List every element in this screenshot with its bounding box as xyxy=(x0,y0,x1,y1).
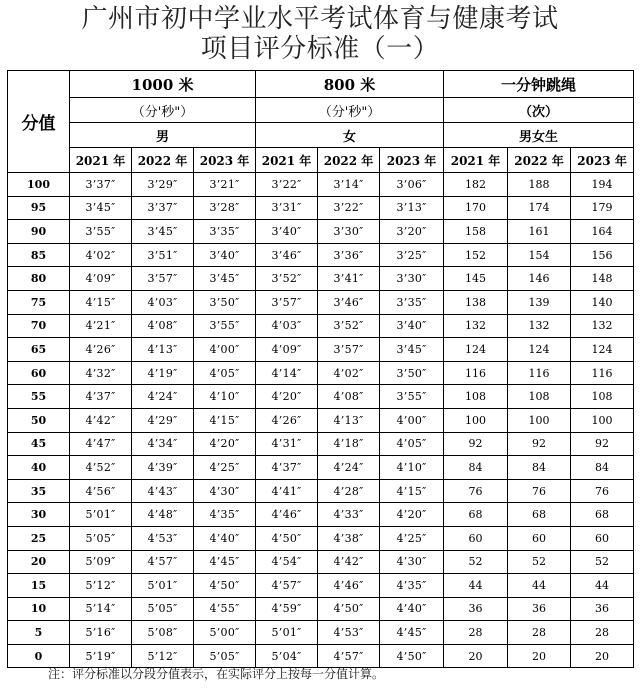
time-cell: 3’36″ xyxy=(318,243,380,267)
time-cell: 3’50″ xyxy=(194,290,256,314)
count-cell: 60 xyxy=(571,526,634,550)
year-header: 2023 年 xyxy=(194,148,256,173)
time-cell: 4’29″ xyxy=(132,408,194,432)
time-cell: 4’53″ xyxy=(132,526,194,550)
time-cell: 4’46″ xyxy=(318,574,380,598)
time-cell: 4’05″ xyxy=(380,432,444,456)
count-cell: 76 xyxy=(571,479,634,503)
count-cell: 52 xyxy=(571,550,634,574)
time-cell: 3’40″ xyxy=(194,243,256,267)
count-cell: 132 xyxy=(444,314,508,338)
count-cell: 170 xyxy=(444,196,508,220)
count-cell: 28 xyxy=(444,621,508,645)
sex-1000m: 男 xyxy=(70,123,256,148)
time-cell: 3’57″ xyxy=(132,267,194,291)
year-header: 2022 年 xyxy=(132,148,194,173)
count-cell: 84 xyxy=(571,456,634,480)
time-cell: 4’34″ xyxy=(132,432,194,456)
count-cell: 100 xyxy=(571,408,634,432)
time-cell: 4’15″ xyxy=(194,408,256,432)
score-cell: 75 xyxy=(8,290,70,314)
time-cell: 3’37″ xyxy=(132,196,194,220)
count-cell: 20 xyxy=(571,644,634,668)
count-cell: 154 xyxy=(508,243,571,267)
table-row xyxy=(8,432,634,456)
count-cell: 36 xyxy=(571,597,634,621)
page-title-line-1: 广州市初中学业水平考试体育与健康考试 xyxy=(81,4,559,34)
time-cell: 3’13″ xyxy=(380,196,444,220)
table-row xyxy=(8,361,634,385)
time-cell: 3’35″ xyxy=(380,290,444,314)
time-cell: 4’30″ xyxy=(380,550,444,574)
time-cell: 3’22″ xyxy=(318,196,380,220)
time-cell: 4’35″ xyxy=(194,503,256,527)
time-cell: 4’35″ xyxy=(380,574,444,598)
score-cell: 35 xyxy=(8,479,70,503)
score-cell: 50 xyxy=(8,408,70,432)
count-cell: 92 xyxy=(571,432,634,456)
year-header: 2021 年 xyxy=(444,148,508,173)
time-cell: 5’14″ xyxy=(70,597,132,621)
time-cell: 4’02″ xyxy=(70,243,132,267)
unit-jump-rope: （次） xyxy=(444,98,634,123)
unit-800m: （分'秒"） xyxy=(256,98,444,123)
count-cell: 84 xyxy=(508,456,571,480)
year-header: 2022 年 xyxy=(508,148,571,173)
count-cell: 68 xyxy=(571,503,634,527)
table-row xyxy=(8,503,634,527)
time-cell: 4’21″ xyxy=(70,314,132,338)
score-cell: 95 xyxy=(8,196,70,220)
time-cell: 4’53″ xyxy=(318,621,380,645)
score-column-header: 分值 xyxy=(8,71,70,173)
scoring-standard-table xyxy=(7,70,634,668)
time-cell: 4’54″ xyxy=(256,550,318,574)
count-cell: 124 xyxy=(444,338,508,362)
count-cell: 116 xyxy=(444,361,508,385)
table-row xyxy=(8,243,634,267)
count-cell: 36 xyxy=(508,597,571,621)
time-cell: 4’15″ xyxy=(70,290,132,314)
table-row xyxy=(8,290,634,314)
count-cell: 156 xyxy=(571,243,634,267)
count-cell: 108 xyxy=(508,385,571,409)
table-row xyxy=(8,456,634,480)
year-header: 2023 年 xyxy=(571,148,634,173)
time-cell: 4’08″ xyxy=(132,314,194,338)
time-cell: 3’45″ xyxy=(70,196,132,220)
time-cell: 3’29″ xyxy=(132,173,194,197)
score-cell: 80 xyxy=(8,267,70,291)
time-cell: 3’57″ xyxy=(318,338,380,362)
page-title-line-2: 项目评分标准（一） xyxy=(200,34,440,64)
table-row xyxy=(8,621,634,645)
time-cell: 3’55″ xyxy=(194,314,256,338)
count-cell: 20 xyxy=(444,644,508,668)
count-cell: 174 xyxy=(508,196,571,220)
count-cell: 140 xyxy=(571,290,634,314)
time-cell: 5’08″ xyxy=(132,621,194,645)
time-cell: 4’56″ xyxy=(70,479,132,503)
time-cell: 3’25″ xyxy=(380,243,444,267)
table-row xyxy=(8,479,634,503)
score-cell: 5 xyxy=(8,621,70,645)
time-cell: 5’00″ xyxy=(194,621,256,645)
table-row xyxy=(8,196,634,220)
time-cell: 4’42″ xyxy=(70,408,132,432)
table-body xyxy=(8,173,634,668)
time-cell: 4’03″ xyxy=(256,314,318,338)
count-cell: 100 xyxy=(508,408,571,432)
count-cell: 108 xyxy=(571,385,634,409)
time-cell: 4’52″ xyxy=(70,456,132,480)
count-cell: 44 xyxy=(508,574,571,598)
time-cell: 3’21″ xyxy=(194,173,256,197)
event-header-800m: 800 米 xyxy=(256,71,444,98)
count-cell: 36 xyxy=(444,597,508,621)
count-cell: 182 xyxy=(444,173,508,197)
sex-jump-rope: 男女生 xyxy=(444,123,634,148)
time-cell: 3’55″ xyxy=(380,385,444,409)
time-cell: 4’03″ xyxy=(132,290,194,314)
time-cell: 3’06″ xyxy=(380,173,444,197)
time-cell: 4’42″ xyxy=(318,550,380,574)
count-cell: 28 xyxy=(571,621,634,645)
time-cell: 4’32″ xyxy=(70,361,132,385)
time-cell: 4’48″ xyxy=(132,503,194,527)
score-cell: 20 xyxy=(8,550,70,574)
unit-1000m: （分'秒"） xyxy=(70,98,256,123)
time-cell: 3’35″ xyxy=(194,220,256,244)
time-cell: 5’04″ xyxy=(256,644,318,668)
count-cell: 188 xyxy=(508,173,571,197)
count-cell: 161 xyxy=(508,220,571,244)
time-cell: 4’50″ xyxy=(194,574,256,598)
time-cell: 3’30″ xyxy=(380,267,444,291)
table-row xyxy=(8,220,634,244)
time-cell: 4’20″ xyxy=(256,385,318,409)
time-cell: 4’50″ xyxy=(318,597,380,621)
count-cell: 138 xyxy=(444,290,508,314)
time-cell: 4’40″ xyxy=(194,526,256,550)
time-cell: 3’45″ xyxy=(132,220,194,244)
count-cell: 92 xyxy=(508,432,571,456)
score-cell: 60 xyxy=(8,361,70,385)
time-cell: 5’12″ xyxy=(70,574,132,598)
time-cell: 4’41″ xyxy=(256,479,318,503)
count-cell: 164 xyxy=(571,220,634,244)
score-cell: 25 xyxy=(8,526,70,550)
score-cell: 45 xyxy=(8,432,70,456)
time-cell: 3’14″ xyxy=(318,173,380,197)
sex-800m: 女 xyxy=(256,123,444,148)
time-cell: 4’43″ xyxy=(132,479,194,503)
time-cell: 3’22″ xyxy=(256,173,318,197)
table-row xyxy=(8,314,634,338)
time-cell: 4’08″ xyxy=(318,385,380,409)
count-cell: 68 xyxy=(444,503,508,527)
time-cell: 4’09″ xyxy=(70,267,132,291)
count-cell: 44 xyxy=(571,574,634,598)
score-cell: 55 xyxy=(8,385,70,409)
time-cell: 4’24″ xyxy=(318,456,380,480)
count-cell: 116 xyxy=(571,361,634,385)
time-cell: 4’47″ xyxy=(70,432,132,456)
time-cell: 3’40″ xyxy=(380,314,444,338)
table-row xyxy=(8,173,634,197)
time-cell: 4’05″ xyxy=(194,361,256,385)
time-cell: 4’18″ xyxy=(318,432,380,456)
count-cell: 179 xyxy=(571,196,634,220)
time-cell: 4’10″ xyxy=(380,456,444,480)
score-cell: 90 xyxy=(8,220,70,244)
time-cell: 3’52″ xyxy=(318,314,380,338)
time-cell: 4’50″ xyxy=(256,526,318,550)
time-cell: 4’13″ xyxy=(318,408,380,432)
time-cell: 5’05″ xyxy=(194,644,256,668)
event-header-1000m: 1000 米 xyxy=(70,71,256,98)
time-cell: 4’46″ xyxy=(256,503,318,527)
count-cell: 28 xyxy=(508,621,571,645)
time-cell: 4’25″ xyxy=(380,526,444,550)
count-cell: 139 xyxy=(508,290,571,314)
score-cell: 15 xyxy=(8,574,70,598)
time-cell: 3’45″ xyxy=(194,267,256,291)
time-cell: 4’26″ xyxy=(70,338,132,362)
time-cell: 5’01″ xyxy=(70,503,132,527)
time-cell: 4’40″ xyxy=(380,597,444,621)
count-cell: 84 xyxy=(444,456,508,480)
score-cell: 40 xyxy=(8,456,70,480)
time-cell: 4’38″ xyxy=(318,526,380,550)
count-cell: 60 xyxy=(508,526,571,550)
count-cell: 108 xyxy=(444,385,508,409)
count-cell: 76 xyxy=(444,479,508,503)
score-cell: 70 xyxy=(8,314,70,338)
time-cell: 4’39″ xyxy=(132,456,194,480)
time-cell: 3’57″ xyxy=(256,290,318,314)
time-cell: 5’05″ xyxy=(132,597,194,621)
time-cell: 4’09″ xyxy=(256,338,318,362)
count-cell: 124 xyxy=(508,338,571,362)
table-row xyxy=(8,338,634,362)
time-cell: 4’14″ xyxy=(256,361,318,385)
time-cell: 4’37″ xyxy=(70,385,132,409)
table-row xyxy=(8,550,634,574)
score-cell: 0 xyxy=(8,644,70,668)
time-cell: 4’30″ xyxy=(194,479,256,503)
count-cell: 152 xyxy=(444,243,508,267)
time-cell: 4’13″ xyxy=(132,338,194,362)
count-cell: 132 xyxy=(508,314,571,338)
year-header: 2023 年 xyxy=(380,148,444,173)
count-cell: 100 xyxy=(444,408,508,432)
time-cell: 5’12″ xyxy=(132,644,194,668)
table-row xyxy=(8,526,634,550)
time-cell: 4’45″ xyxy=(194,550,256,574)
time-cell: 3’28″ xyxy=(194,196,256,220)
time-cell: 3’37″ xyxy=(70,173,132,197)
time-cell: 3’40″ xyxy=(256,220,318,244)
time-cell: 4’26″ xyxy=(256,408,318,432)
count-cell: 92 xyxy=(444,432,508,456)
time-cell: 4’10″ xyxy=(194,385,256,409)
count-cell: 146 xyxy=(508,267,571,291)
count-cell: 52 xyxy=(508,550,571,574)
count-cell: 52 xyxy=(444,550,508,574)
time-cell: 3’31″ xyxy=(256,196,318,220)
count-cell: 194 xyxy=(571,173,634,197)
time-cell: 5’09″ xyxy=(70,550,132,574)
time-cell: 5’19″ xyxy=(70,644,132,668)
score-cell: 30 xyxy=(8,503,70,527)
count-cell: 76 xyxy=(508,479,571,503)
table-row xyxy=(8,408,634,432)
time-cell: 3’46″ xyxy=(318,290,380,314)
time-cell: 3’41″ xyxy=(318,267,380,291)
time-cell: 4’15″ xyxy=(380,479,444,503)
time-cell: 4’57″ xyxy=(132,550,194,574)
time-cell: 4’25″ xyxy=(194,456,256,480)
time-cell: 4’28″ xyxy=(318,479,380,503)
time-cell: 3’45″ xyxy=(380,338,444,362)
time-cell: 3’55″ xyxy=(70,220,132,244)
time-cell: 5’16″ xyxy=(70,621,132,645)
footnote: 注：评分标准以分段分值表示，在实际评分上按每一分值计算。 xyxy=(48,667,385,681)
time-cell: 4’57″ xyxy=(256,574,318,598)
score-cell: 100 xyxy=(8,173,70,197)
table-row xyxy=(8,385,634,409)
time-cell: 4’59″ xyxy=(256,597,318,621)
count-cell: 145 xyxy=(444,267,508,291)
time-cell: 4’20″ xyxy=(380,503,444,527)
time-cell: 4’55″ xyxy=(194,597,256,621)
time-cell: 3’50″ xyxy=(380,361,444,385)
time-cell: 4’45″ xyxy=(380,621,444,645)
table-row xyxy=(8,574,634,598)
time-cell: 4’20″ xyxy=(194,432,256,456)
time-cell: 3’51″ xyxy=(132,243,194,267)
time-cell: 4’19″ xyxy=(132,361,194,385)
time-cell: 4’57″ xyxy=(318,644,380,668)
time-cell: 3’30″ xyxy=(318,220,380,244)
count-cell: 68 xyxy=(508,503,571,527)
year-header: 2021 年 xyxy=(256,148,318,173)
score-cell: 65 xyxy=(8,338,70,362)
count-cell: 116 xyxy=(508,361,571,385)
time-cell: 4’02″ xyxy=(318,361,380,385)
time-cell: 4’50″ xyxy=(380,644,444,668)
time-cell: 4’33″ xyxy=(318,503,380,527)
time-cell: 4’24″ xyxy=(132,385,194,409)
table-row xyxy=(8,597,634,621)
time-cell: 5’01″ xyxy=(256,621,318,645)
event-header-jump-rope: 一分钟跳绳 xyxy=(444,71,634,98)
year-header: 2022 年 xyxy=(318,148,380,173)
count-cell: 60 xyxy=(444,526,508,550)
time-cell: 3’52″ xyxy=(256,267,318,291)
time-cell: 5’01″ xyxy=(132,574,194,598)
time-cell: 4’31″ xyxy=(256,432,318,456)
count-cell: 124 xyxy=(571,338,634,362)
count-cell: 20 xyxy=(508,644,571,668)
time-cell: 3’20″ xyxy=(380,220,444,244)
table-row xyxy=(8,267,634,291)
time-cell: 4’37″ xyxy=(256,456,318,480)
time-cell: 5’05″ xyxy=(70,526,132,550)
year-header: 2021 年 xyxy=(70,148,132,173)
score-cell: 85 xyxy=(8,243,70,267)
count-cell: 148 xyxy=(571,267,634,291)
count-cell: 44 xyxy=(444,574,508,598)
time-cell: 3’46″ xyxy=(256,243,318,267)
count-cell: 158 xyxy=(444,220,508,244)
time-cell: 4’00″ xyxy=(194,338,256,362)
score-cell: 10 xyxy=(8,597,70,621)
time-cell: 4’00″ xyxy=(380,408,444,432)
count-cell: 132 xyxy=(571,314,634,338)
